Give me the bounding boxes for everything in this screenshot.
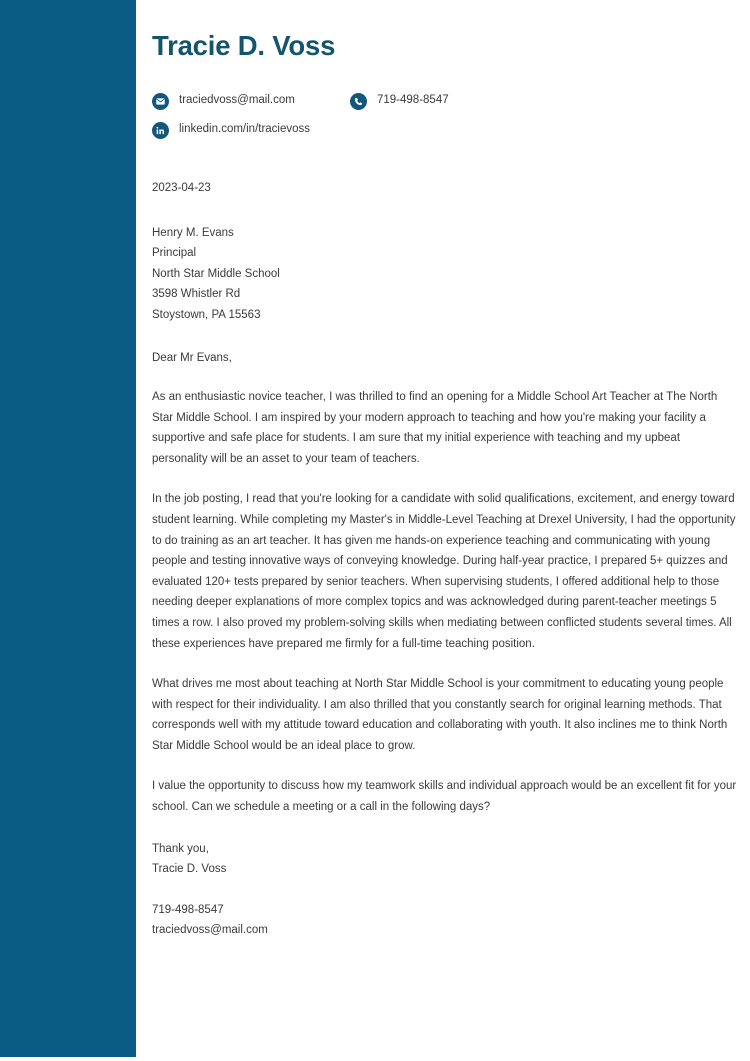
letter-paragraphs xyxy=(152,387,738,818)
recipient-title: Principal xyxy=(152,247,197,260)
closing-signature: Tracie D. Voss xyxy=(152,863,227,876)
contact-row-primary xyxy=(152,92,738,110)
paragraph-1: As an enthusiastic novice teacher, I was thrilled to find an opening for a Middle School Art Teacher at The North Star Middle School. I am inspired by your modern approach to teaching and how you're making your facility a supportive and safe place for students. I am sure that my initial experience with teaching and my upbeat personality will be an asset to your team of teachers. xyxy=(152,390,718,465)
paragraph-4: I value the opportunity to discuss how my teamwork skills and individual approach would be an excellent fit for your school. Can we schedule a meeting or a call in the following days? xyxy=(152,780,737,814)
closing-thanks: Thank you, xyxy=(152,842,209,855)
salutation: Dear Mr Evans, xyxy=(152,352,232,365)
recipient-name: Henry M. Evans xyxy=(152,226,234,239)
recipient-address-block xyxy=(152,223,738,326)
signoff-email: traciedvoss@mail.com xyxy=(152,924,268,937)
recipient-organization: North Star Middle School xyxy=(152,267,280,280)
linkedin-icon xyxy=(152,122,169,139)
signoff-phone: 719-498-8547 xyxy=(152,903,224,916)
signoff-contact-block xyxy=(152,900,738,941)
recipient-street: 3598 Whistler Rd xyxy=(152,288,241,301)
letter-date: 2023-04-23 xyxy=(152,182,211,194)
contact-phone[interactable] xyxy=(350,93,449,110)
letter-content xyxy=(152,0,738,1061)
recipient-city-state-zip: Stoystown, PA 15563 xyxy=(152,308,261,321)
letter-body xyxy=(152,183,738,941)
closing-block xyxy=(152,839,738,880)
paragraph-3: What drives me most about teaching at North Star Middle School is your commitment to educating young people with respect for their individuality. I am also thrilled that you constantly search for original learning methods. That corresponds well with my attitude toward education and collaborating with youth. It also inclines me to think North Star Middle School would be an ideal place to grow. xyxy=(152,678,728,752)
paragraph-2: In the job posting, I read that you're looking for a candidate with solid qualifications, excitement, and energy toward student learning. While completing my Master's in Middle-Level Teaching at Drexel University, I had the opportunity to do training as an art teacher. It has given me hands-on experience teaching and communicating with young people and testing innovative ways of conveying knowledge. During half-year practice, I prepared 5+ quizzes and evaluated 120+ tests prepared by senior teachers. When supervising students, I offered additional help to those needing deeper explanations of more complex topics and was acknowledged during parent-teacher meetings 5 times a row. I also proved my problem-solving skills when mediating between conflicted students several times. All these experiences have prepared me firmly for a full-time teaching position. xyxy=(152,493,736,650)
contact-phone-label: 719-498-8547 xyxy=(377,94,449,107)
decorative-sidebar-bar xyxy=(0,0,136,1057)
contact-linkedin[interactable] xyxy=(152,122,452,139)
phone-icon xyxy=(350,93,367,110)
contact-email-label: traciedvoss@mail.com xyxy=(179,94,295,107)
contact-linkedin-label: linkedin.com/in/tracievoss xyxy=(179,123,311,136)
contact-info-block xyxy=(152,92,738,139)
envelope-icon xyxy=(152,93,169,110)
contact-email[interactable] xyxy=(152,93,350,110)
page-title: Tracie D. Voss xyxy=(152,30,336,61)
contact-row-secondary xyxy=(152,121,738,139)
